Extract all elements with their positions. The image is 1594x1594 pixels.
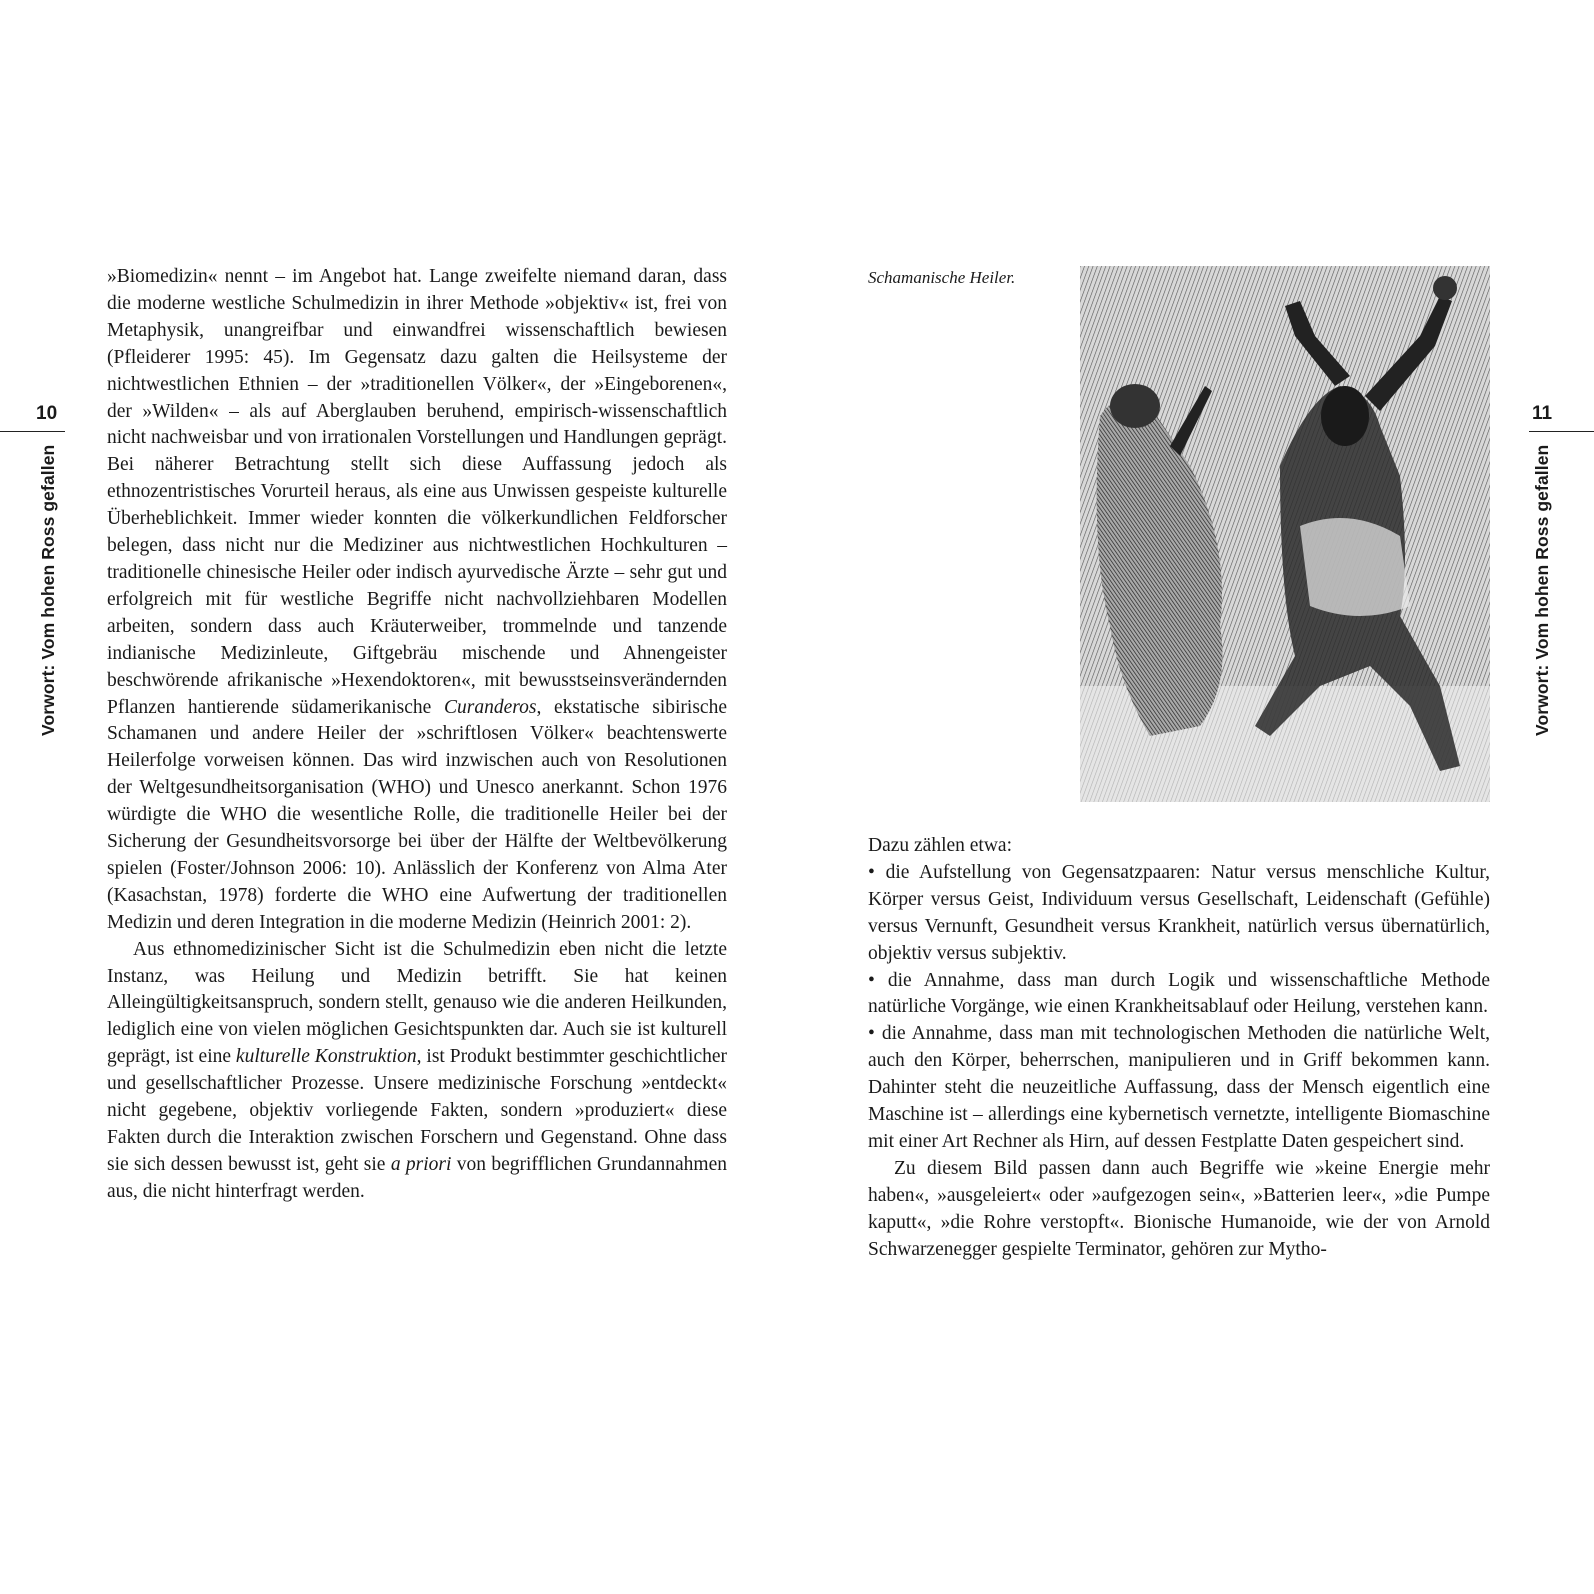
text-span: Aus ethnomedizinischer Sicht ist die Schulmedizin eben nicht die letzte Instanz, was Heilung und Medizin betrifft. Sie hat keinen Alleingültigkeitsanspruch, sondern stellt, genauso wie die anderen Heilkunden, lediglich eine von vielen möglichen Gesichtspunkten dar. Auch sie ist kulturell geprägt, ist eine <box>107 938 727 1068</box>
paragraph: Zu diesem Bild passen dann auch Begriffe wie »keine Energie mehr haben«, »ausgeleiert« oder »aufgezogen sein«, »Batterien leer«, »die Pumpe kaputt«, »die Rohre verstopft«. Bionische Humanoide, wie der von Arnold Schwarzenegger gespielte Terminator, gehören zur Mytho- <box>868 1157 1490 1260</box>
illustration-image <box>1080 266 1490 802</box>
bullet-marker: • <box>868 861 875 883</box>
list-item <box>868 968 1490 1022</box>
list-item <box>868 860 1490 968</box>
list-item-text: die Annahme, dass man durch Logik und wissenschaftliche Methode natürliche Vorgänge, wie einen Krankheitsablauf oder Heilung, verstehen kann. <box>868 969 1491 1018</box>
bullet-marker: • <box>868 969 875 991</box>
text-span: , ist Produkt bestimmter geschichtlicher und gesellschaftlicher Prozesse. Unsere medizinische Forschung »entdeckt« nicht gegebene, objektiv vorliegende Fakten, sondern »produziert« diese Fakten durch die Interaktion zwischen Forschern und Gegenstand. Ohne dass sie sich dessen bewusst ist, geht sie <box>107 1046 728 1175</box>
header-rule-right <box>1529 431 1594 432</box>
list-item-text: die Annahme, dass man mit technologischen Methoden die natürliche Welt, auch den Körper, beherrschen, manipulieren und in Griff bekommen kann. Dahinter steht die neuzeitliche Auffassung, dass der Mensch eigentlich eine Maschine ist – allerdings eine kybernetisch vernetzte, intelligente Biomaschine mit einer Art Rechner als Hirn, auf dessen Festplatte Daten gespeichert sind. <box>868 1023 1490 1152</box>
list-item <box>868 1021 1490 1156</box>
paragraph <box>107 937 727 1206</box>
paragraph <box>107 264 727 937</box>
figure-caption: Schamanische Heiler. <box>868 268 1016 287</box>
bullet-marker: • <box>868 1023 875 1045</box>
list-item-text: die Aufstellung von Gegensatzpaaren: Natur versus menschliche Kultur, Körper versus Geist, Individuum versus Gesellschaft, Leidenschaft (Gefühle) versus Vernunft, Gesundheit versus Krankheit, natürlich versus übernatürlich, objektiv versus subjektiv. <box>868 861 1490 964</box>
right-page <box>797 0 1594 1594</box>
page-number-right: 11 <box>1532 403 1553 424</box>
text-span: , ekstatische sibirische Schamanen und andere Heiler der »schriftlosen Völker« beachtenswerte Heilerfolge vorweisen können. Das wird inzwischen auch von Resolutionen der Weltgesundheitsorganisation (WHO) und Unesco anerkannt. Schon 1976 würdigte die WHO die wesentliche Rolle, die traditionelle Heiler bei der Sicherung der Gesundheitsvorsorge bei über der Hälfte der Weltbevölkerung spielen (Foster/Johnson 2006: 10). Anlässlich der Konferenz von Alma Ater (Kasachstan, 1978) forderte die WHO eine Aufwertung der traditionellen Medizin und deren Integration in die moderne Medizin (Heinrich 2001: 2). <box>107 696 727 933</box>
right-body-text <box>868 833 1490 1264</box>
italic-term: kulturelle Konstruktion <box>235 1046 417 1068</box>
figure-illustration <box>1080 266 1490 802</box>
left-body-text <box>107 264 727 1206</box>
text-span: »Biomedizin« nennt – im Angebot hat. Lange zweifelte niemand daran, dass die moderne westliche Schulmedizin in ihrer Methode »objektiv« ist, frei von Metaphysik, unangreifbar und einwandfrei wissenschaftlich bewiesen (Pfleiderer 1995: 45). Im Gegensatz dazu galten die Heilsysteme der nichtwestlichen Ethnien – der »traditionellen Völker«, der »Eingeborenen«, der »Wilden« – als auf Aberglauben beruhend, empirisch-wissenschaftlich nicht nachweisbar und von irrationalen Vorstellungen und Handlungen geprägt. Bei näherer Betrachtung stellt sich diese Auffassung jedoch als ethnozentristisches Vorurteil heraus, als eine aus Unwissen gespeiste kulturelle Überheblichkeit. Immer wieder konnten die völkerkundlichen Feldforscher belegen, dass nicht nur die Mediziner aus nichtwestlichen Hochkulturen – traditionelle chinesische Heiler oder indisch ayurvedische Ärzte – sehr gut und erfolgreich mit für westliche Begriffe nicht nachvollziehbaren Modellen arbeiten, sondern dass auch Kräuterweiber, trommelnde und tanzende indianische Medizinleute, Giftgebräu mischende und Ahnengeister beschwörende afrikanische »Hexendoktoren«, mit bewusstseinsverändernden Pflanzen hantierende südamerikanische <box>107 266 727 718</box>
header-rule-left <box>0 431 65 432</box>
italic-term: a priori <box>390 1153 452 1175</box>
running-head-left: Vorwort: Vom hohen Ross gefallen <box>38 444 58 736</box>
text-span: von begrifflichen Grundannahmen aus, die nicht hinterfragt werden. <box>107 1153 728 1202</box>
list-intro: Dazu zählen etwa: <box>868 835 1013 856</box>
page-number-left: 10 <box>36 403 58 424</box>
italic-term: Curanderos <box>443 696 537 718</box>
running-head-right: Vorwort: Vom hohen Ross gefallen <box>1532 444 1552 736</box>
